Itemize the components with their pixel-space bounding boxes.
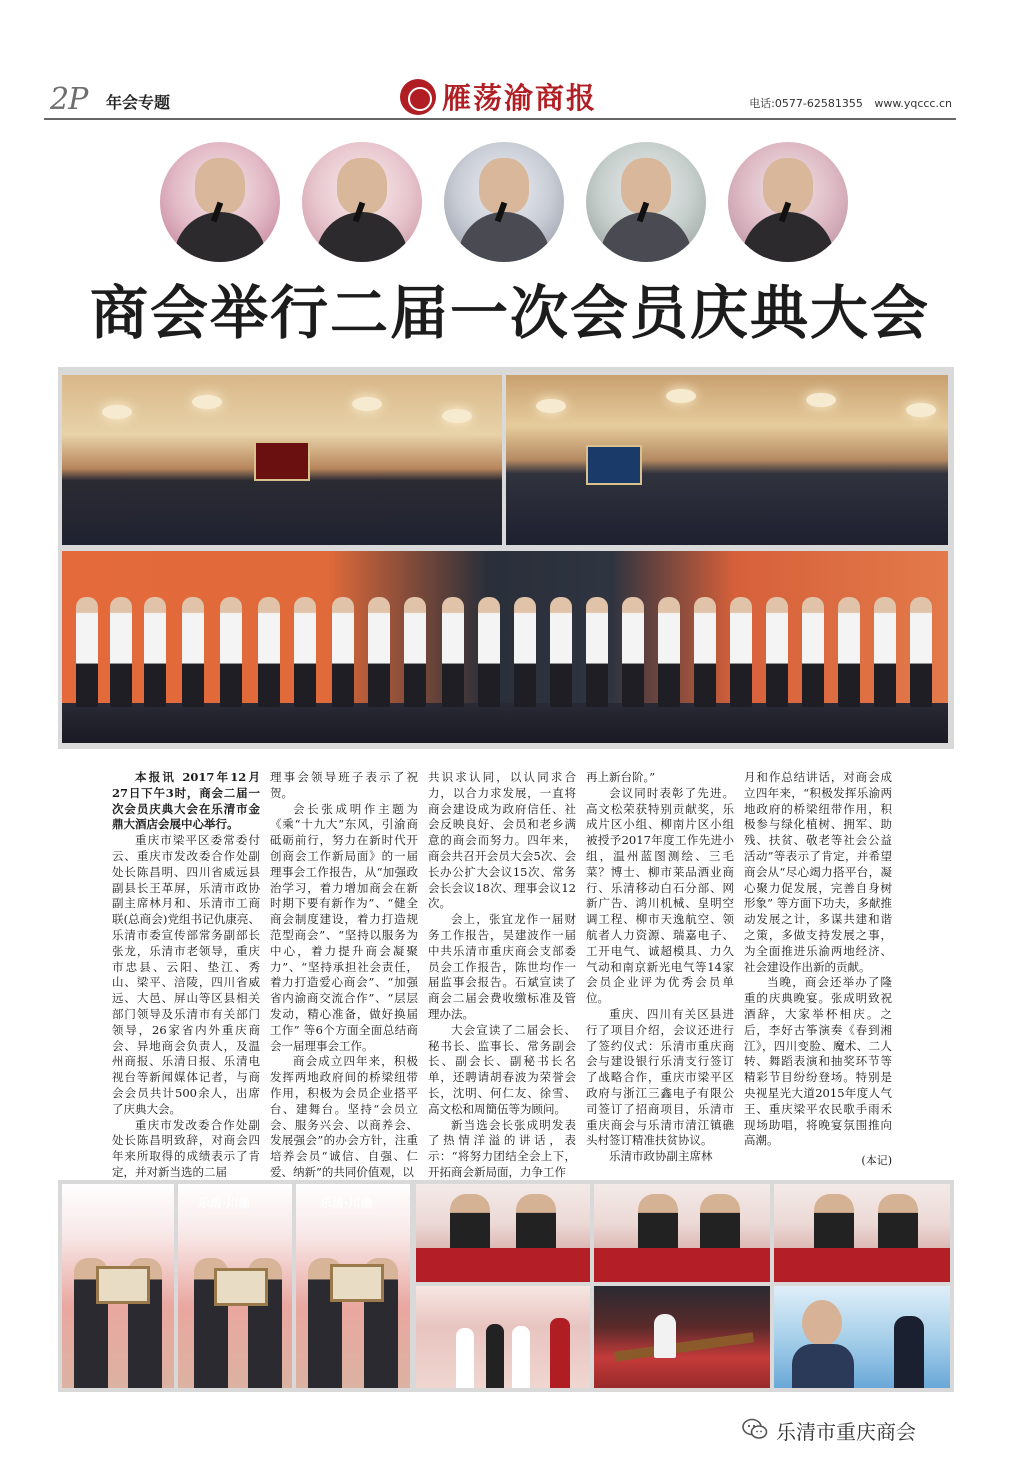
page-header bbox=[44, 72, 956, 120]
article-column bbox=[112, 770, 260, 1181]
article-paragraph: 共识求认同，以认同求合力，以合力求发展，一直将商会建设成为政府信任、社会反映良好、会员和老乡满意的商会而努力。四年来，商会共召开会员大会5次、会长办公扩大会议15次、常务会长会议18次、理事会议12次。 bbox=[428, 770, 576, 911]
signing-ceremony-photo bbox=[594, 1184, 770, 1282]
article-byline: (本记) bbox=[861, 1154, 892, 1168]
newspaper-logo-icon bbox=[400, 79, 436, 115]
banquet-hall-photo bbox=[506, 375, 948, 545]
article-paragraph: 当晚，商会还举办了隆重的庆典晚宴。张成明致祝酒辞，大家举杯相庆。之后，李好古筝演奏《春到湘江》，四川变脸、魔术、二人转、舞蹈表演和抽奖环节等精彩节目纷纷登场。特别是央视星光大道2015年度人气王、重庆梁平农民歌手雨禾现场助唱，将晚宴氛围推向高潮。 bbox=[744, 975, 892, 1148]
speaker-portrait bbox=[586, 142, 706, 262]
newspaper-name: 雁荡渝商报 bbox=[442, 81, 598, 115]
award-photo bbox=[62, 1184, 174, 1388]
article-paragraph: 重庆、四川有关区县进行了项目介绍，会议还进行了签约仪式：乐清市重庆商会与建设银行乐清支行签订了战略合作，重庆市梁平区政府与浙江三鑫电子有限公司签订了招商项目，乐清市重庆商会与乐清市清江镇礁头村签订精准扶贫协议。 bbox=[586, 1006, 734, 1148]
page-number: 2P bbox=[50, 82, 88, 117]
header-contact bbox=[741, 95, 952, 111]
article-paragraph: 月和作总结讲话，对商会成立四年来，“积极发挥乐渝两地政府的桥梁纽带作用，积极参与绿化植树、拥军、助残、扶贫、敬老等社会公益活动”等表示了肯定，并希望商会从“尽心竭力搭平台，凝心聚力促发展，完善自身树形象” 等方面下功夫，多献推动发展之计，多谋共建和谐之策，多做支持发展之事，为全面推进乐渝两地经济、社会建设作出新的贡献。 bbox=[744, 770, 892, 974]
article-paragraph: 重庆市发改委合作处副处长陈昌明致辞，对商会四年来所取得的成绩表示了肯定，并对新当选的二届 bbox=[112, 1117, 260, 1179]
article-column bbox=[270, 770, 418, 1181]
article-column bbox=[428, 770, 576, 1181]
article-paragraph: 重庆市梁平区委常委付云、重庆市发改委合作处副处长陈昌明、四川省威远县副县长王革屏，乐清市政协副主席林月和、乐清市工商联(总商会)党组书记仇康亮、乐清市委宣传部常务副部长张龙，乐清市老领导，重庆市忠县、云阳、垫江、秀山、梁平、涪陵，四川省威远、大邑、屏山等区县相关部门领导及乐清市有关部门领导，26家省内外重庆商会、异地商会负责人，及温州商报、乐清日报、乐清电视台等新闻媒体记者，与商会会员共计500余人，出席了庆典大会。 bbox=[112, 833, 260, 1116]
article-headline: 商会举行二届一次会员庆典大会 bbox=[89, 279, 930, 347]
article-paragraph: 商会成立四年来，积极发挥两地政府间的桥梁纽带作用，积极为会员企业搭平台、建舞台。坚持“会员立会、服务兴会、以商养会、发展强会”的办会方针，注重培养会员“诚信、自强、仁爱、纳新”的共同价值观，以 bbox=[270, 1054, 418, 1179]
wechat-watermark bbox=[742, 1412, 992, 1448]
article-body bbox=[112, 770, 892, 1179]
wechat-account-name: 乐清市重庆商会 bbox=[776, 1420, 916, 1444]
speaker-portrait bbox=[302, 142, 422, 262]
article-lead-paragraph: 本报讯 2017年12月27日下午3时，商会二届一次会员庆典大会在乐清市金鼎大酒店会展中心举行。 bbox=[112, 770, 260, 832]
article-paragraph: 理事会领导班子表示了祝贺。 bbox=[270, 770, 418, 800]
guzheng-performance-photo bbox=[594, 1286, 770, 1388]
speaker-portraits bbox=[160, 142, 860, 266]
singer-performance-photo bbox=[774, 1286, 950, 1388]
signing-ceremony-photo bbox=[416, 1184, 590, 1282]
wechat-icon bbox=[742, 1418, 768, 1440]
speaker-portrait bbox=[160, 142, 280, 262]
article-column bbox=[744, 770, 892, 1169]
speaker-portrait bbox=[444, 142, 564, 262]
award-photo bbox=[178, 1184, 292, 1388]
event-photo-panel bbox=[58, 367, 954, 749]
article-paragraph: 再上新台阶。” bbox=[586, 770, 656, 784]
header-divider bbox=[44, 118, 956, 120]
article-paragraph: 新当选会长张成明发表了热情洋溢的讲话，表示：“将努力团结全会上下，开拓商会新局面，力争工作 bbox=[428, 1117, 576, 1179]
article-paragraph: 会长张成明作主题为《乘“十九大”东风，引渝商砥砺前行，努力在新时代开创商会工作新局面》的一届理事会工作报告，从“加强政治学习，着力增加商会在新时期下要有新作为”、“健全商会制度建设，着力打造规范型商会”、“坚持以服务为中心，着力提升商会凝聚力”、“坚持承担社会责任，着力打造爱心商会”、“加强省内渝商交流合作”、“层层发动，精心准备，做好换届工作” 等6个方面全面总结商会一届理事会工作。 bbox=[270, 801, 418, 1053]
backdrop-caption: 乐清·川渝 bbox=[198, 1196, 251, 1210]
header-website[interactable]: www.yqccc.cn bbox=[874, 97, 952, 110]
article-paragraph: 会上，张宜龙作一届财务工作报告，吴建波作一届中共乐清市重庆商会支部委员会工作报告，陈世均作一届监事会报告。石斌宣读了商会二届会费收缴标准及管理办法。 bbox=[428, 912, 576, 1021]
backdrop-caption: 乐清·川渝 bbox=[320, 1196, 373, 1210]
article-column bbox=[586, 770, 734, 1165]
article-paragraph: 会议同时表彰了先进。高文松荣获特别贡献奖，乐成片区小组、柳南片区小组被授予2017年度工作先进小组，温州蓝图测绘、三毛菜？博士、柳市莱品酒业商行、乐清移动白石分部、网新广告、鸿川机械、皇明空调工程、柳市天逸航空、领航者人力资源、瑞嘉电子、工开电气、诚超模具、力久气动和南京新光电气等14家会员企业评为优秀会员单位。 bbox=[586, 785, 734, 1006]
header-phone: 电话:0577-62581355 bbox=[749, 97, 863, 110]
article-paragraph: 大会宣读了二届会长、秘书长、监事长、常务副会长、副会长、副秘书长名单，还聘请胡春波为荣誉会长，沈明、何仁友、徐雪、高文松和周簡伍等为顾问。 bbox=[428, 1022, 576, 1116]
article-paragraph: 乐清市政协副主席林 bbox=[609, 1149, 713, 1164]
section-title: 年会专题 bbox=[106, 93, 171, 112]
award-photo bbox=[296, 1184, 410, 1388]
speaker-portrait bbox=[728, 142, 848, 262]
banquet-toast-photo bbox=[416, 1286, 590, 1388]
bottom-photo-panel bbox=[58, 1180, 954, 1392]
banquet-hall-photo bbox=[62, 375, 502, 545]
signing-ceremony-photo bbox=[774, 1184, 950, 1282]
stage-toast-photo bbox=[62, 551, 948, 743]
